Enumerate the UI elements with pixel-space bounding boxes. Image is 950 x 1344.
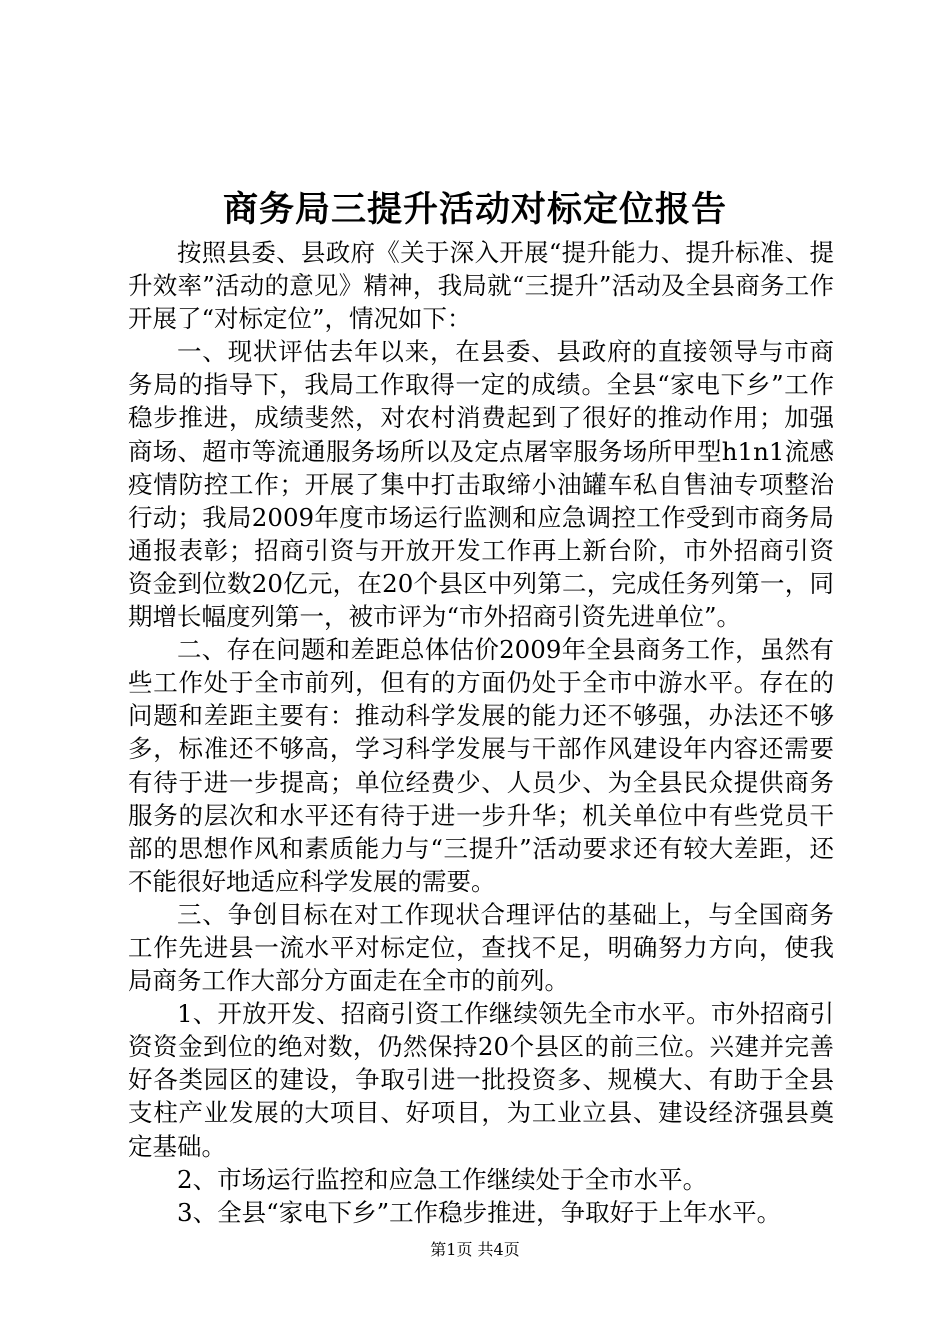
paragraph-section-1: 一、现状评估去年以来，在县委、县政府的直接领导与市商务局的指导下，我局工作取得一定的成绩。全县“家电下乡”工作稳步推进，成绩斐然，对农村消费起到了很好的推动作用；加强商场、超市等流通服务场所以及定点屠宰服务场所甲型h1n1流感疫情防控工作；开展了集中打击取缔小油罐车私自售油专项整治行动；我局2009年度市场运行监测和应急调控工作受到市商务局通报表彰；招商引资与开放开发工作再上新台阶，市外招商引资资金到位数20亿元，在20个县区中列第二，完成任务列第一，同期增长幅度列第一，被市评为“市外招商引资先进单位”。 (128, 337, 834, 632)
document-title: 商务局三提升活动对标定位报告 (222, 189, 727, 230)
paragraph-section-3: 三、争创目标在对工作现状合理评估的基础上，与全国商务工作先进县一流水平对标定位，查找不足，明确努力方向，使我局商务工作大部分方面走在全市的前列。 (128, 899, 834, 996)
page-number-footer: 第1页 共4页 (430, 1240, 520, 1259)
paragraph-goal-2: 2、市场运行监控和应急工作继续处于全市水平。 (177, 1164, 708, 1194)
paragraph-goal-1: 1、开放开发、招商引资工作继续领先全市水平。市外招商引资资金到位的绝对数，仍然保持20个县区的前三位。兴建并完善好各类园区的建设，争取引进一批投资多、规模大、有助于全县支柱产业发展的大项目、好项目，为工业立县、建设经济强县奠定基础。 (128, 999, 834, 1161)
paragraph-goal-3: 3、全县“家电下乡”工作稳步推进，争取好于上年水平。 (177, 1197, 782, 1227)
paragraph-intro: 按照县委、县政府《关于深入开展“提升能力、提升标准、提升效率”活动的意见》精神，我局就“三提升”活动及全县商务工作开展了“对标定位”，情况如下： (128, 238, 834, 334)
paragraph-section-2: 二、存在问题和差距总体估价2009年全县商务工作，虽然有些工作处于全市前列，但有的方面仍处于全市中游水平。存在的问题和差距主要有：推动科学发展的能力还不够强，办法还不够多，标准还不够高，学习科学发展与干部作风建设年内容还需要有待于进一步提高；单位经费少、人员少、为全县民众提供商务服务的层次和水平还有待于进一步升华；机关单位中有些党员干部的思想作风和素质能力与“三提升”活动要求还有较大差距，还不能很好地适应科学发展的需要。 (128, 635, 834, 896)
document-body (128, 236, 834, 1229)
